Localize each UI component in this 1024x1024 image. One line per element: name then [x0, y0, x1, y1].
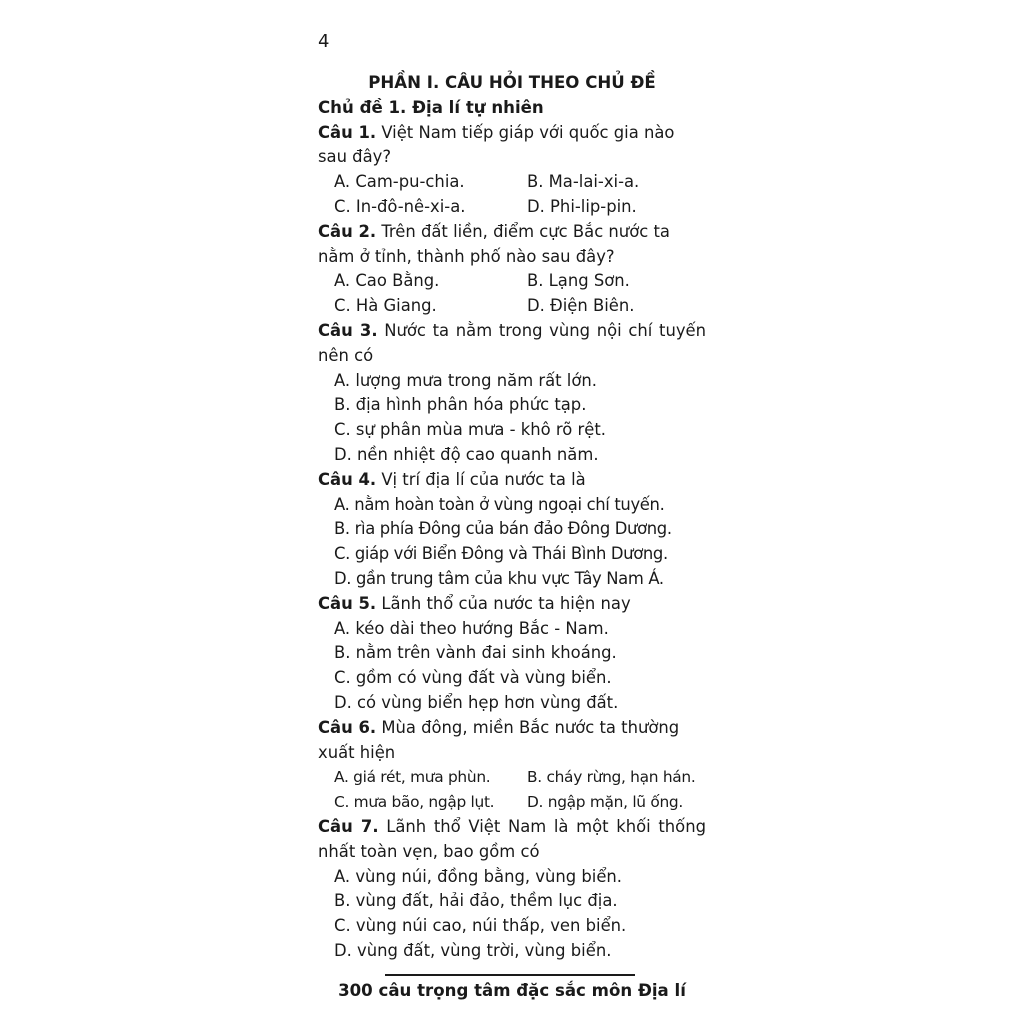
question-stem	[318, 220, 706, 270]
option-c: C. sự phân mùa mưa - khô rõ rệt.	[334, 420, 606, 440]
option-b: B. cháy rừng, hạn hán.	[527, 768, 696, 787]
question-number: Câu 2.	[318, 221, 377, 241]
option-a: A. kéo dài theo hướng Bắc - Nam.	[334, 618, 609, 638]
question-2	[318, 220, 706, 319]
option-c: C. vùng núi cao, núi thấp, ven biển.	[334, 916, 627, 936]
option-a: A. vùng núi, đồng bằng, vùng biển.	[334, 866, 623, 886]
question-stem	[318, 716, 706, 766]
question-4	[318, 468, 706, 592]
question-text: Nước ta nằm trong vùng nội chí tuyến nên có	[318, 320, 706, 365]
question-text: Lãnh thổ của nước ta hiện nay	[376, 593, 631, 613]
option-b: B. Ma-lai-xi-a.	[527, 172, 640, 192]
question-text: Mùa đông, miền Bắc nước ta thường xuất hiện	[318, 717, 680, 762]
question-text: Vị trí địa lí của nước ta là	[376, 469, 586, 489]
answer-options	[318, 269, 706, 319]
option-d: D. có vùng biển hẹp hơn vùng đất.	[334, 692, 619, 712]
option-b: B. Lạng Sơn.	[527, 271, 630, 291]
option-a: A. Cam-pu-chia.	[334, 172, 465, 192]
option-d: D. Phi-lip-pin.	[527, 196, 637, 216]
question-number: Câu 7.	[318, 816, 379, 836]
question-1	[318, 121, 706, 220]
answer-options	[318, 170, 706, 220]
question-text: Việt Nam tiếp giáp với quốc gia nào sau đây?	[318, 122, 675, 167]
question-number: Câu 6.	[318, 717, 377, 737]
option-d: D. gần trung tâm của khu vực Tây Nam Á.	[334, 568, 664, 588]
part-title: PHẦN I. CÂU HỎI THEO CHỦ ĐỀ	[368, 73, 656, 92]
question-number: Câu 1.	[318, 122, 377, 142]
question-6	[318, 716, 706, 815]
question-7	[318, 815, 706, 964]
footer-book-title: 300 câu trọng tâm đặc sắc môn Địa lí	[338, 981, 686, 1000]
page-content	[318, 71, 706, 964]
question-5	[318, 592, 706, 716]
option-d: D. nền nhiệt độ cao quanh năm.	[334, 444, 599, 464]
answer-options	[318, 765, 706, 815]
topic-title: Chủ đề 1. Địa lí tự nhiên	[318, 97, 544, 117]
option-c: C. gồm có vùng đất và vùng biển.	[334, 668, 612, 688]
question-stem	[318, 121, 706, 171]
option-b: B. rìa phía Đông của bán đảo Đông Dương.	[334, 519, 672, 539]
question-3	[318, 319, 706, 468]
option-d: D. Điện Biên.	[527, 296, 635, 316]
option-d: D. vùng đất, vùng trời, vùng biển.	[334, 940, 612, 960]
page-number: 4	[318, 31, 330, 52]
option-c: C. mưa bão, ngập lụt.	[334, 793, 495, 812]
question-text: Lãnh thổ Việt Nam là một khối thống nhất toàn vẹn, bao gồm có	[318, 816, 706, 861]
option-c: C. In-đô-nê-xi-a.	[334, 196, 466, 216]
question-text: Trên đất liền, điểm cực Bắc nước ta nằm ở tỉnh, thành phố nào sau đây?	[318, 221, 670, 266]
option-b: B. vùng đất, hải đảo, thềm lục địa.	[334, 891, 618, 911]
option-c: C. Hà Giang.	[334, 296, 437, 316]
option-c: C. giáp với Biển Đông và Thái Bình Dương.	[334, 544, 668, 564]
question-number: Câu 5.	[318, 593, 377, 613]
option-a: A. giá rét, mưa phùn.	[334, 768, 491, 787]
option-a: A. nằm hoàn toàn ở vùng ngoại chí tuyến.	[334, 494, 665, 514]
question-stem	[318, 815, 706, 865]
question-number: Câu 3.	[318, 320, 378, 340]
question-number: Câu 4.	[318, 469, 377, 489]
footer-divider	[385, 974, 635, 976]
question-stem	[318, 592, 706, 617]
option-d: D. ngập mặn, lũ ống.	[527, 793, 683, 812]
question-stem	[318, 468, 706, 493]
option-b: B. nằm trên vành đai sinh khoáng.	[334, 643, 617, 663]
option-a: A. lượng mưa trong năm rất lớn.	[334, 370, 597, 390]
option-a: A. Cao Bằng.	[334, 271, 440, 291]
question-stem	[318, 319, 706, 369]
option-b: B. địa hình phân hóa phức tạp.	[334, 395, 587, 415]
